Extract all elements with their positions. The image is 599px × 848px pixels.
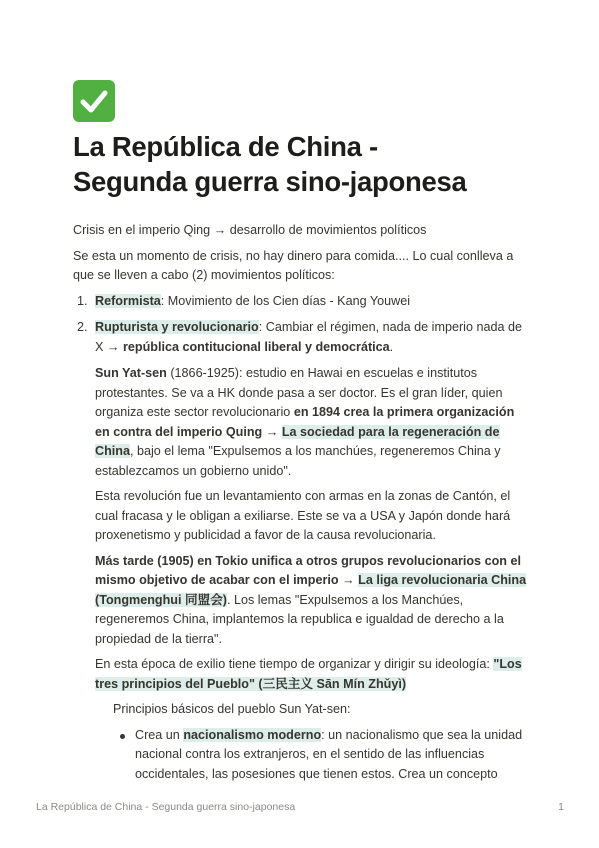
footer-title: La República de China - Segunda guerra sino-japonesa bbox=[36, 801, 296, 813]
highlight-liga: La liga revolucionaria China (Tongmenghui 同盟会) bbox=[95, 573, 527, 607]
highlight-reformista: Reformista bbox=[95, 293, 161, 308]
highlight-nacionalismo: nacionalismo moderno bbox=[183, 727, 322, 742]
sun-yat-sen-paragraph: Sun Yat-sen (1866-1925): estudio en Hawai en escuelas e institutos protestantes. Se va a HK donde pasa a ser doctor. Es el gran líder, quien organiza este sector revolucionario en 1894 crea la primera organización en contra del imperio Quing → La sociedad para la regeneración de China, bajo el lema "Expulsemos a los manchúes, regeneremos China y establezcamos un gobierno unido". bbox=[95, 366, 515, 478]
intro-line: Crisis en el imperio Qing → desarrollo de movimientos políticos bbox=[73, 223, 427, 237]
nested-content bbox=[73, 364, 528, 784]
check-mark-button-icon bbox=[73, 80, 115, 122]
highlight-rupturista: Rupturista y revolucionario bbox=[95, 320, 259, 334]
intro-paragraph: Se esta un momento de crisis, no hay dinero para comida.... Lo cual conlleva a que se lleven a cabo (2) movimientos políticos: bbox=[73, 248, 514, 282]
page-footer bbox=[36, 801, 564, 813]
list-item-reformista: 1. Reformista: Movimiento de los Cien días - Kang Youwei bbox=[73, 292, 528, 312]
page-number: 1 bbox=[558, 801, 564, 813]
list-item-nacionalismo: Crea un nacionalismo moderno: un nacionalismo que sea la unidad nacional contra los extranjeros, en el sentido de las influencias occidentales, las posesiones que tienen estos. Crea un concepto bbox=[113, 726, 528, 785]
tokio-paragraph: Más tarde (1905) en Tokio unifica a otros grupos revolucionarios con el mismo objetivo de acabar con el imperio → La liga revolucionaria China (Tongmenghui 同盟会). Los lemas "Expulsemos a los Manchúes, regeneremos China, implantemos la republica e igualdad de derecho a la propiedad de la tierra". bbox=[95, 553, 527, 646]
revolution-paragraph: Esta revolución fue un levantamiento con armas en la zonas de Cantón, el cual fracasa y le obligan a exiliarse. Este se va a USA y Japón donde hará proxenetismo y publicidad a favor de la causa revolucionaria. bbox=[95, 489, 511, 542]
highlight-principios: "Los tres principios del Pueblo" (三民主义 Sān Mín Zhǔyì) bbox=[95, 657, 522, 691]
highlight-sociedad: La sociedad para la regeneración de China bbox=[95, 424, 500, 458]
principles-list bbox=[95, 726, 528, 785]
list-item-rupturista: 2. Rupturista y revolucionario: Cambiar el régimen, nada de imperio nada de X → república contitucional liberal y democrática. bbox=[77, 320, 522, 354]
page-title: La República de China - Segunda guerra sino-japonesa bbox=[73, 131, 467, 197]
list-number: 1. bbox=[77, 293, 88, 308]
movements-list bbox=[73, 292, 528, 358]
exile-paragraph: En esta época de exilio tiene tiempo de organizar y dirigir su ideología: "Los tres principios del Pueblo" (三民主义 Sān Mín Zhǔyì) bbox=[95, 657, 522, 691]
list-number: 2. bbox=[77, 320, 88, 334]
document-page bbox=[73, 80, 528, 784]
principles-label: Principios básicos del pueblo Sun Yat-sen: bbox=[113, 702, 351, 716]
bullet-icon bbox=[120, 734, 125, 739]
